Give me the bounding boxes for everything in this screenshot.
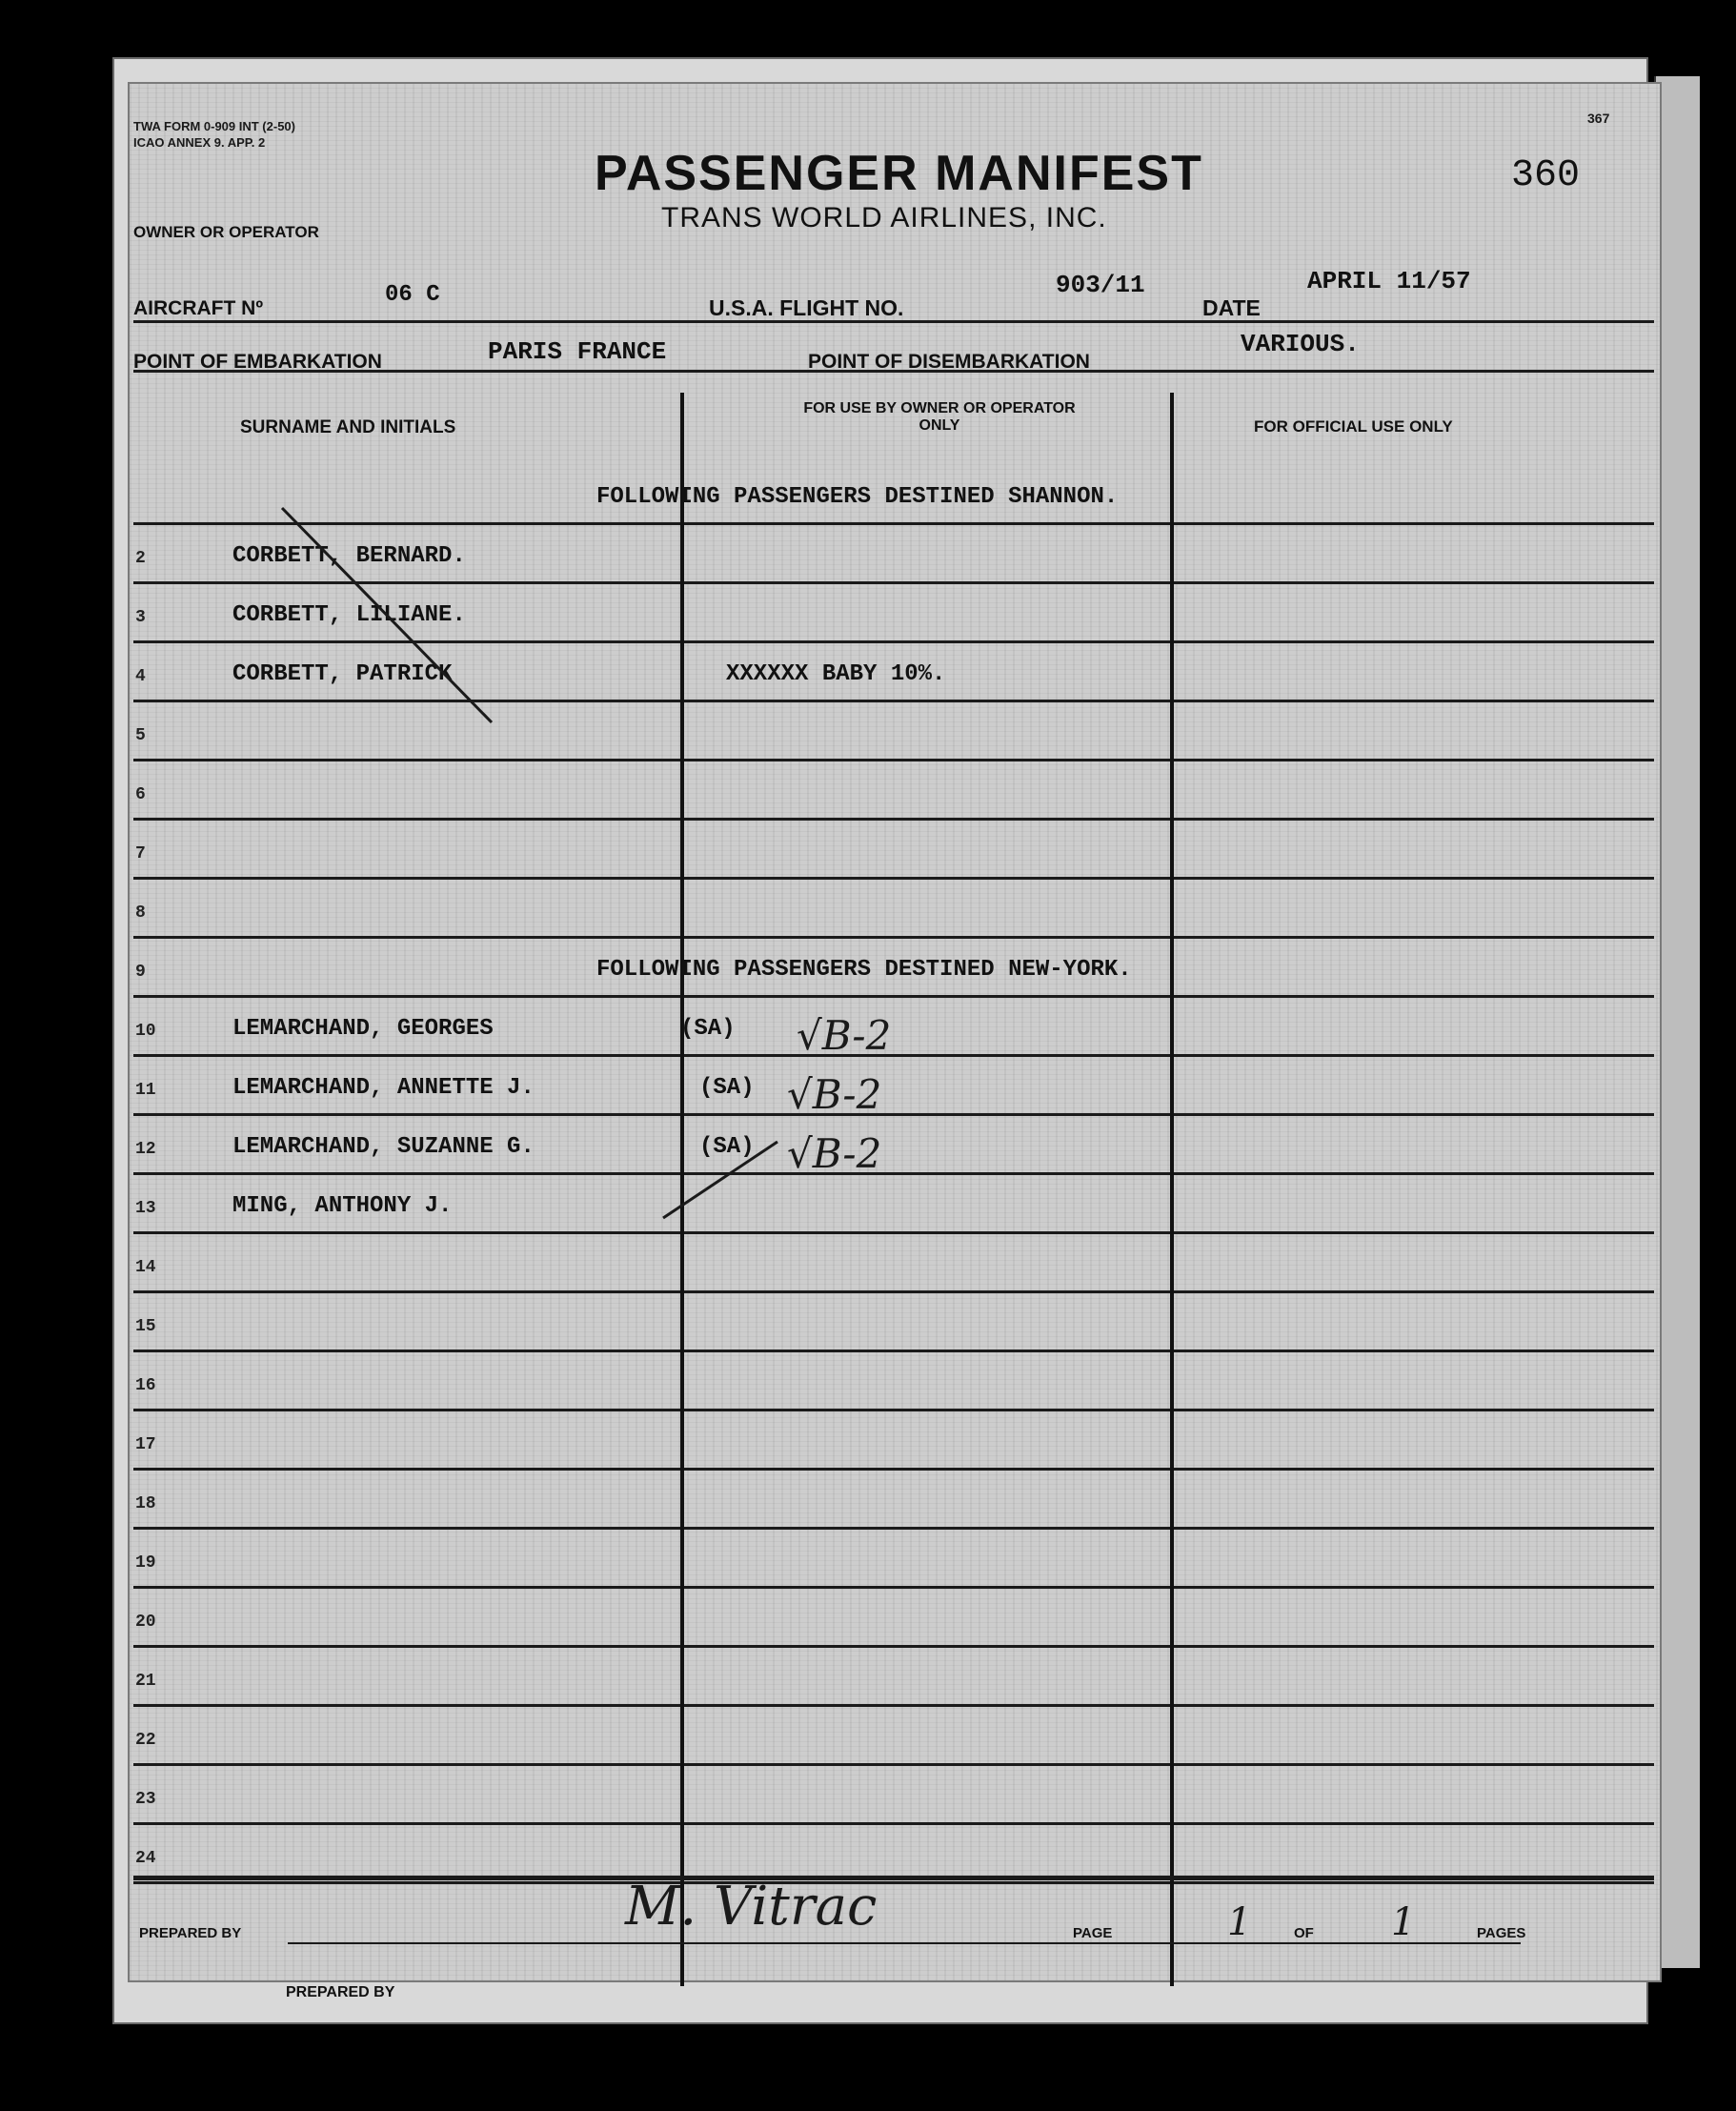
row-number: 23: [135, 1790, 156, 1809]
flight-value: 903/11: [1056, 271, 1145, 299]
disembarkation-label: POINT OF DISEMBARKATION: [808, 351, 1090, 373]
row-number: 13: [135, 1199, 156, 1218]
row-note: (SA): [699, 1075, 755, 1101]
strike-corbett-names: [282, 508, 492, 722]
column-header-official-use: FOR OFFICIAL USE ONLY: [1254, 417, 1453, 436]
strike-ming-name: [663, 1142, 777, 1218]
date-label: DATE: [1202, 295, 1261, 320]
pen-strike-marks: [130, 84, 1660, 1980]
row-number: 10: [135, 1022, 156, 1041]
row-note: FOLLOWING PASSENGERS DESTINED SHANNON.: [596, 484, 1119, 510]
row-number: 12: [135, 1140, 156, 1159]
page-stamp-large: 360: [1511, 154, 1581, 197]
row-number: 21: [135, 1672, 156, 1691]
page-value: 1: [1227, 1900, 1252, 1944]
flight-label: U.S.A. FLIGHT NO.: [709, 295, 904, 320]
row-number: 9: [135, 963, 146, 982]
row-number: 19: [135, 1553, 156, 1573]
manifest-sheet: [128, 82, 1662, 1982]
passenger-name: MING, ANTHONY J.: [232, 1193, 453, 1219]
of-label: OF: [1294, 1925, 1314, 1941]
row-note: FOLLOWING PASSENGERS DESTINED NEW-YORK.: [596, 957, 1132, 983]
disembarkation-value: VARIOUS.: [1241, 330, 1360, 358]
passenger-name: LEMARCHAND, GEORGES: [232, 1016, 494, 1042]
passenger-name: CORBETT, LILIANE.: [232, 602, 466, 628]
passenger-name: LEMARCHAND, ANNETTE J.: [232, 1075, 535, 1101]
aircraft-value: 06 C: [385, 282, 440, 308]
pages-label: PAGES: [1477, 1925, 1526, 1941]
page-stamp-small: 367: [1587, 111, 1610, 126]
signature: M. Vitrac: [625, 1876, 878, 1938]
form-id-line2: ICAO ANNEX 9. APP. 2: [133, 135, 266, 150]
handwritten-check-note: √B-2: [797, 1012, 892, 1059]
row-note: (SA): [699, 1134, 755, 1160]
row-number: 6: [135, 785, 146, 804]
row-number: 14: [135, 1258, 156, 1277]
handwritten-check-note: √B-2: [787, 1130, 882, 1177]
column-header-surname: SURNAME AND INITIALS: [240, 417, 456, 437]
of-value: 1: [1391, 1900, 1416, 1944]
row-number: 8: [135, 903, 146, 923]
page-label: PAGE: [1073, 1925, 1113, 1941]
prepared-by-label-under: PREPARED BY: [286, 1984, 395, 2000]
prepared-by-label: PREPARED BY: [139, 1925, 242, 1941]
row-number: 20: [135, 1613, 156, 1632]
row-number: 16: [135, 1376, 156, 1395]
row-note: (SA): [680, 1016, 736, 1042]
row-number: 7: [135, 844, 146, 863]
row-number: 4: [135, 667, 146, 686]
row-number: 18: [135, 1494, 156, 1513]
owner-label: OWNER OR OPERATOR: [133, 223, 319, 241]
form-id-line1: TWA FORM 0-909 INT (2-50): [133, 119, 295, 133]
date-value: APRIL 11/57: [1307, 267, 1471, 295]
row-number: 3: [135, 608, 146, 627]
company-name: TRANS WORLD AIRLINES, INC.: [661, 202, 1107, 233]
row-number: 22: [135, 1731, 156, 1750]
column-header-owner-use: FOR USE BY OWNER OR OPERATOR ONLY: [803, 400, 1076, 434]
handwritten-check-note: √B-2: [787, 1071, 882, 1118]
row-number: 11: [135, 1081, 156, 1100]
passenger-name: CORBETT, BERNARD.: [232, 543, 466, 569]
row-number: 17: [135, 1435, 156, 1454]
document-title: PASSENGER MANIFEST: [595, 146, 1203, 201]
embarkation-label: POINT OF EMBARKATION: [133, 351, 382, 373]
passenger-name: LEMARCHAND, SUZANNE G.: [232, 1134, 535, 1160]
row-number: 5: [135, 726, 146, 745]
row-number: 15: [135, 1317, 156, 1336]
row-number: 2: [135, 549, 146, 568]
embarkation-value: PARIS FRANCE: [488, 337, 667, 366]
passenger-name: CORBETT, PATRICK: [232, 661, 453, 687]
aircraft-label: AIRCRAFT Nº: [133, 297, 263, 319]
row-number: 24: [135, 1849, 156, 1868]
row-note: XXXXXX BABY 10%.: [726, 661, 946, 687]
